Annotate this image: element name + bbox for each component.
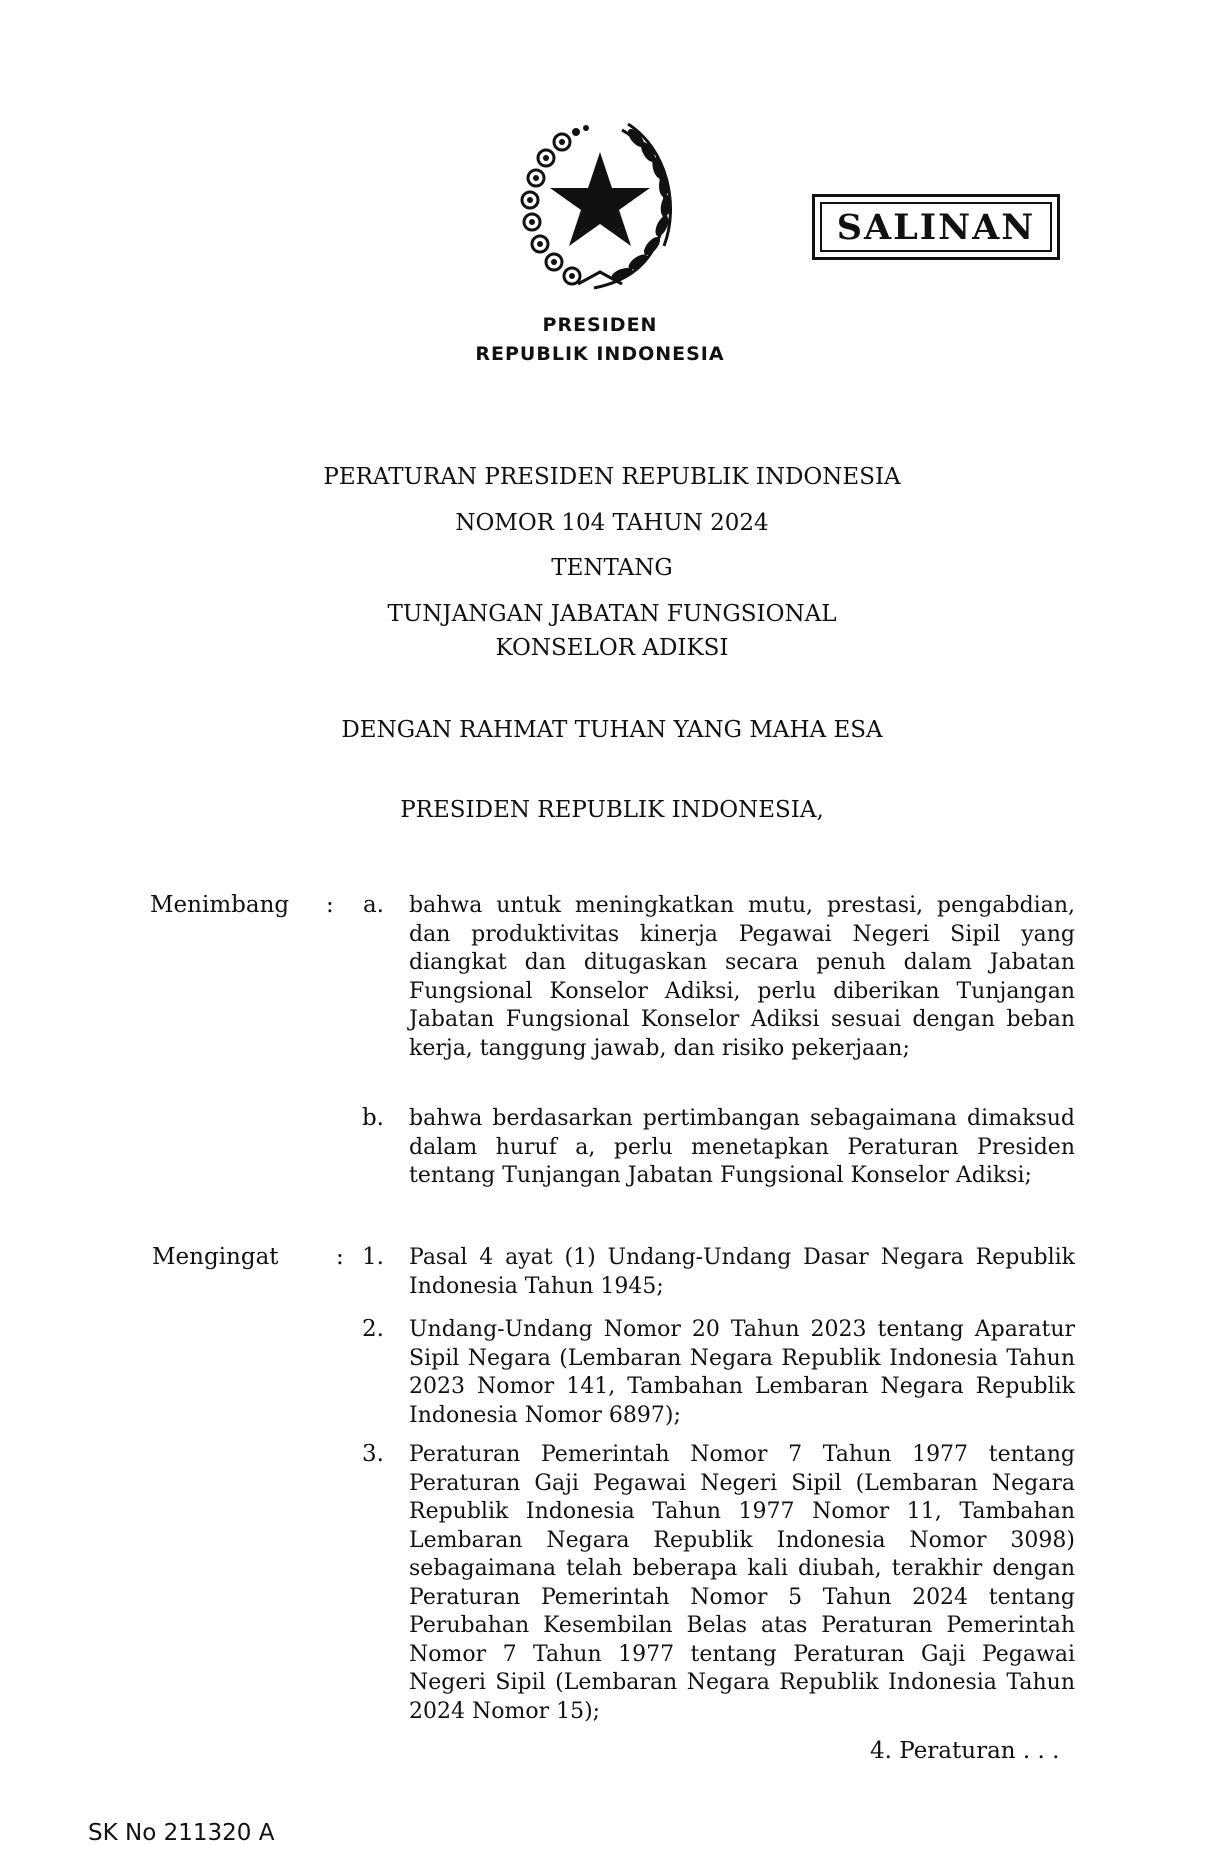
salinan-stamp (812, 194, 1060, 260)
item-marker: b. (361, 1105, 384, 1131)
mengingat-item-1: Pasal 4 ayat (1) Undang-Undang Dasar Negara Republik Indonesia Tahun 1945; (409, 1245, 1075, 1299)
section-label-mengingat: Mengingat (152, 1244, 279, 1270)
regulation-number: NOMOR 104 TAHUN 2024 (455, 510, 769, 536)
salinan-label: SALINAN (820, 202, 1052, 252)
document-code: SK No 211320 A (88, 1820, 275, 1846)
garuda-star-emblem (516, 122, 680, 292)
section-colon: : (326, 892, 334, 918)
item-marker: 1. (362, 1244, 384, 1270)
regulation-subject-line1: TUNJANGAN JABATAN FUNGSIONAL (387, 601, 837, 627)
mengingat-item-3: Peraturan Pemerintah Nomor 7 Tahun 1977 tentang Peraturan Gaji Pegawai Negeri Sipil (Lembaran Negara Republik Indonesia Tahun 1977 Nomor 11, Tambahan Lembaran Negara Republik Indonesia Nomor 3098) sebagaimana telah beberapa kali diubah, terakhir dengan Peraturan Pemerintah Nomor 5 Tahun 2024 tentang Perubahan Kesembilan Belas atas Peraturan Pemerintah Nomor 7 Tahun 1977 tentang Peraturan Gaji Pegawai Negeri Sipil (Lembaran Negara Republik Indonesia Tahun 2024 Nomor 15); (409, 1442, 1075, 1724)
item-marker: a. (362, 892, 384, 918)
menimbang-item-b: bahwa berdasarkan pertimbangan sebagaimana dimaksud dalam huruf a, perlu menetapkan Peraturan Presiden tentang Tunjangan Jabatan Fungsional Konselor Adiksi; (409, 1106, 1075, 1188)
mengingat-item-2: Undang-Undang Nomor 20 Tahun 2023 tentang Aparatur Sipil Negara (Lembaran Negara Republik Indonesia Tahun 2023 Nomor 141, Tambahan Lembaran Negara Republik Indonesia Nomor 6897); (409, 1317, 1075, 1428)
section-colon: : (336, 1244, 344, 1270)
next-page-catchword: 4. Peraturan . . . (870, 1738, 1060, 1764)
regulation-about: TENTANG (551, 555, 673, 581)
section-label-menimbang: Menimbang (150, 892, 290, 918)
office-title-line1: PRESIDEN (542, 314, 658, 336)
item-marker: 3. (362, 1441, 384, 1467)
preamble-president: PRESIDEN REPUBLIK INDONESIA, (400, 797, 824, 823)
regulation-title: PERATURAN PRESIDEN REPUBLIK INDONESIA (323, 464, 901, 490)
regulation-subject-line2: KONSELOR ADIKSI (495, 635, 729, 661)
item-marker: 2. (362, 1316, 384, 1342)
preamble-blessing: DENGAN RAHMAT TUHAN YANG MAHA ESA (341, 717, 883, 743)
menimbang-item-a: bahwa untuk meningkatkan mutu, prestasi, pengabdian, dan produktivitas kinerja Pegawai Negeri Sipil yang diangkat dan ditugaskan secara penuh dalam Jabatan Fungsional Konselor Adiksi, perlu diberikan Tunjangan Jabatan Fungsional Konselor Adiksi sesuai dengan beban kerja, tanggung jawab, dan risiko pekerjaan; (409, 893, 1075, 1061)
office-title-line2: REPUBLIK INDONESIA (475, 343, 725, 365)
